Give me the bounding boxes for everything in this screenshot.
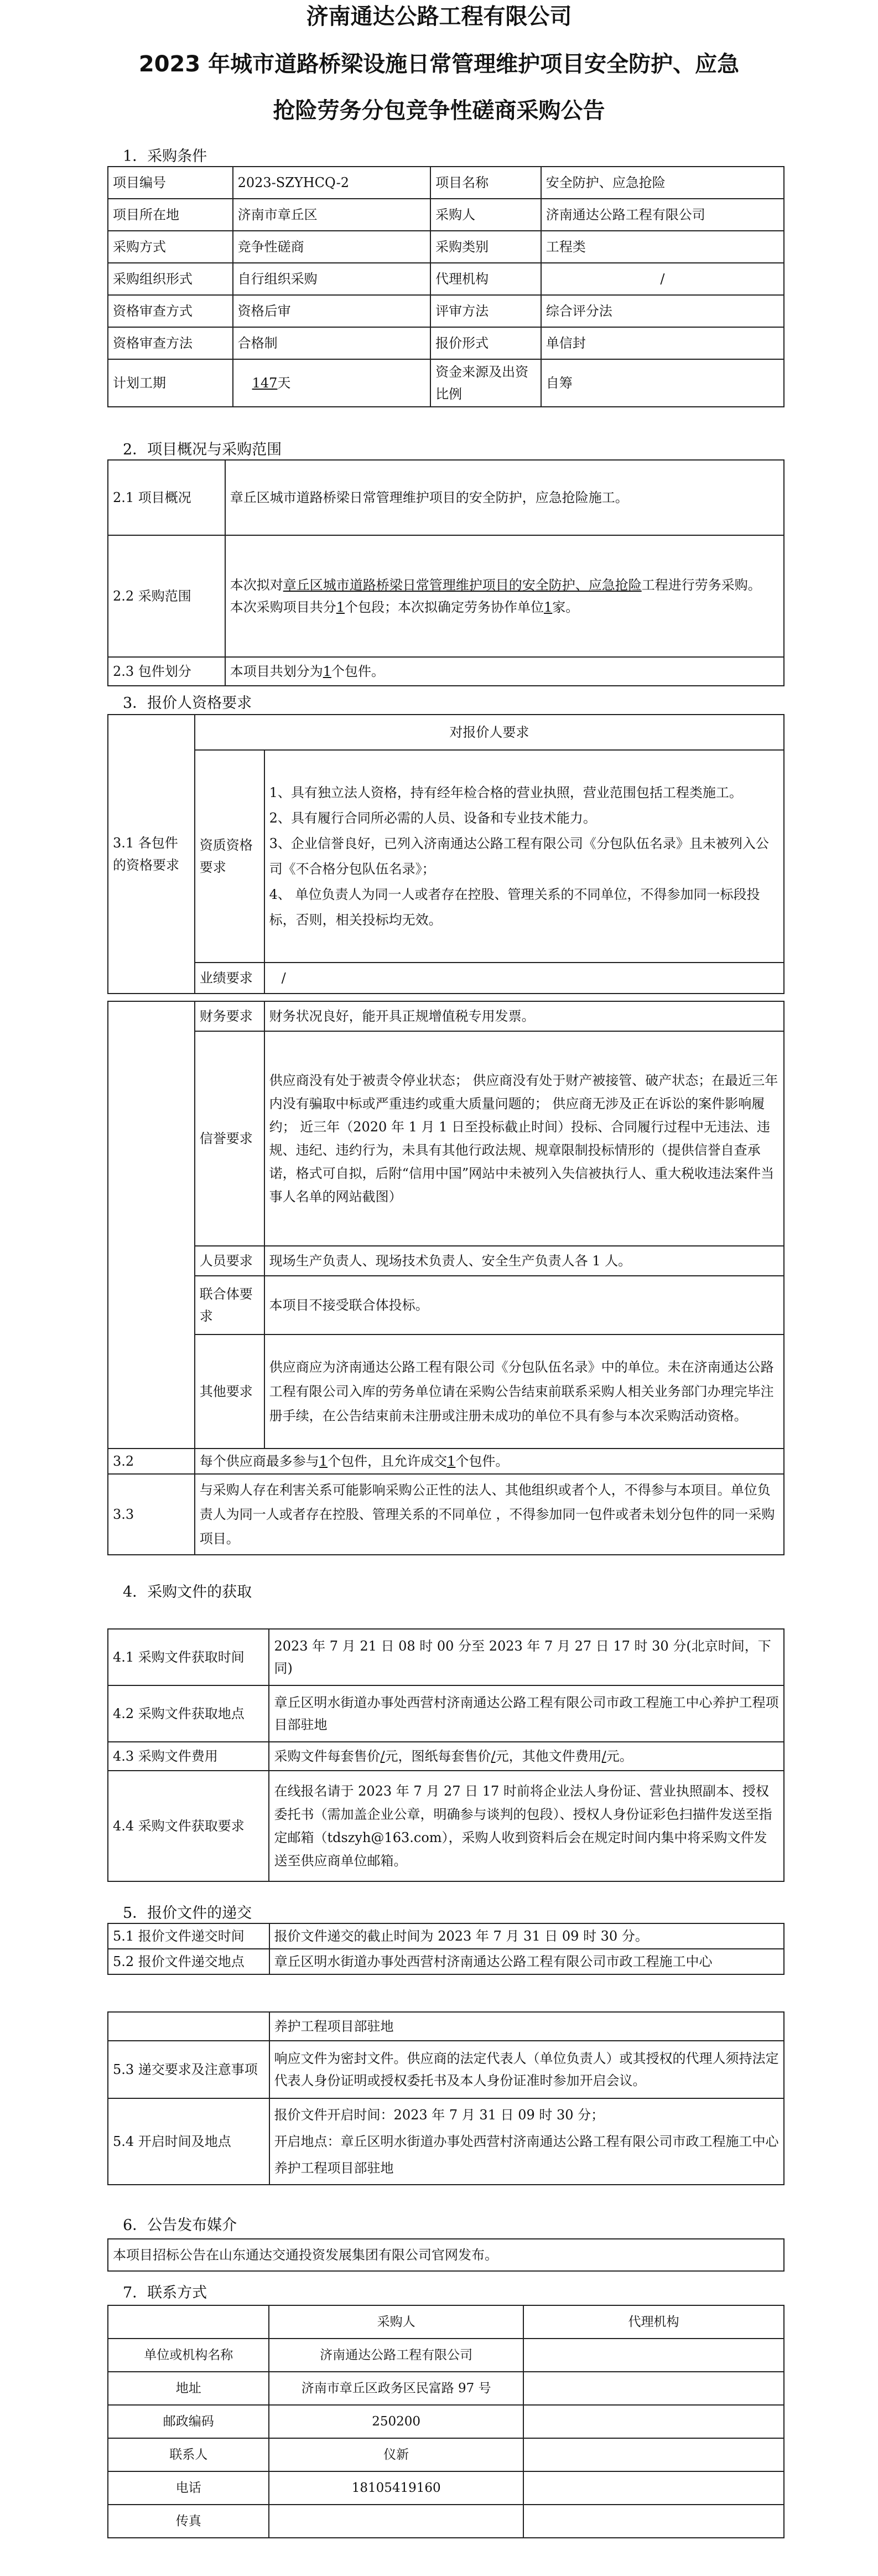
table-row bbox=[108, 2305, 784, 2339]
fund-label: 资金来源及出资比例 bbox=[430, 359, 541, 407]
table-row bbox=[108, 327, 784, 359]
scope-text-part: 家。 bbox=[552, 599, 579, 615]
table-row bbox=[108, 657, 784, 686]
scope-text-2-2 bbox=[225, 535, 784, 657]
period-label: 计划工期 bbox=[108, 359, 233, 407]
table-row bbox=[108, 167, 784, 199]
fee-value: / bbox=[601, 1749, 606, 1764]
announcement-title-line2: 抢险劳务分包竞争性磋商采购公告 bbox=[273, 98, 605, 123]
condition-value: 综合评分法 bbox=[541, 295, 784, 327]
other-label: 其他要求 bbox=[195, 1334, 264, 1449]
qualification-item: 4、 单位负责人为同一人或者存在控股、管理关系的不同单位，不得参加同一标段投标，否则，相关投标均无效。 bbox=[269, 887, 760, 928]
table-row bbox=[108, 2098, 784, 2185]
table-row bbox=[108, 1334, 784, 1449]
finance-label: 财务要求 bbox=[195, 1001, 264, 1031]
performance-label: 业绩要求 bbox=[195, 963, 264, 994]
sub-label-5-4: 5.4 开启时间及地点 bbox=[108, 2098, 269, 2185]
table-row bbox=[108, 1629, 784, 1685]
contact-buyer-value: 济南通达公路工程有限公司 bbox=[269, 2339, 523, 2372]
condition-value: 竞争性磋商 bbox=[233, 231, 431, 263]
condition-value: 合格制 bbox=[233, 327, 431, 359]
unit-count: 1 bbox=[543, 599, 553, 615]
contact-label: 单位或机构名称 bbox=[108, 2339, 269, 2372]
condition-value: 自行组织采购 bbox=[233, 263, 431, 295]
announcement-title-line1: 2023 年城市道路桥梁设施日常管理维护项目安全防护、应急 bbox=[138, 51, 740, 77]
procurement-conditions-table bbox=[107, 166, 785, 407]
table-row bbox=[108, 2505, 784, 2538]
sub-value-5-4 bbox=[269, 2098, 784, 2185]
contact-label: 电话 bbox=[108, 2471, 269, 2505]
rule-text-part: 每个供应商最多参与 bbox=[199, 1453, 319, 1469]
qualification-table-b bbox=[107, 1001, 785, 1555]
condition-label: 报价形式 bbox=[430, 327, 541, 359]
qualification-left-label: 3.1 各包件的资格要求 bbox=[108, 715, 195, 994]
contact-agent-value bbox=[523, 2339, 784, 2372]
contact-col-agent: 代理机构 bbox=[523, 2305, 784, 2339]
condition-label: 项目编号 bbox=[108, 167, 233, 199]
contact-table bbox=[107, 2305, 785, 2538]
sub-value-5-2-continued: 养护工程项目部驻地 bbox=[269, 2012, 784, 2041]
contact-agent-value bbox=[523, 2372, 784, 2405]
acq-label-4-3: 4.3 采购文件费用 bbox=[108, 1742, 269, 1771]
rule-count: 1 bbox=[447, 1453, 456, 1469]
fee-text-part: 元，图纸每套售价 bbox=[385, 1749, 491, 1764]
acq-value-4-4: 在线报名请于 2023 年 7 月 27 日 17 时前将企业法人身份证、营业执照副本、授权委托书（需加盖企业公章，明确参与谈判的包段）、授权人身份证彩色扫描件发送至指定邮箱（tdszyh@163.com），采购人收到资料后会在规定时间内集中将采购文件发送至供应商单位邮箱。 bbox=[269, 1771, 784, 1881]
rule-3-3-text: 与采购人存在利害关系可能影响采购公正性的法人、其他组织或者个人，不得参与本项目。单位负责人为同一人或者存在控股、管理关系的不同单位 ，不得参加同一包件或者未划分包件的同一采购项目。 bbox=[195, 1474, 784, 1555]
scope-text-part: 本项目共划分为 bbox=[230, 664, 323, 679]
submission-table-a bbox=[107, 1923, 785, 1975]
table-row bbox=[108, 263, 784, 295]
scope-text-2-1: 章丘区城市道路桥梁日常管理维护项目的安全防护，应急抢险施工。 bbox=[225, 460, 784, 535]
section-2-heading: 2．项目概况与采购范围 bbox=[123, 441, 282, 458]
table-row bbox=[108, 535, 784, 657]
table-row bbox=[108, 1923, 784, 1949]
opening-location: 开启地点：章丘区明水街道办事处西营村济南通达公路工程有限公司市政工程施工中心养护工程项目部驻地 bbox=[274, 2134, 779, 2176]
acq-label-4-2: 4.2 采购文件获取地点 bbox=[108, 1685, 269, 1742]
media-text: 本项目招标公告在山东通达交通投资发展集团有限公司官网发布。 bbox=[108, 2239, 784, 2271]
condition-value: 安全防护、应急抢险 bbox=[541, 167, 784, 199]
table-row bbox=[108, 231, 784, 263]
table-row bbox=[108, 199, 784, 231]
condition-label: 资格审查方式 bbox=[108, 295, 233, 327]
sub-label-5-2: 5.2 报价文件递交地点 bbox=[108, 1949, 269, 1974]
table-row bbox=[108, 1276, 784, 1334]
condition-label: 评审方法 bbox=[430, 295, 541, 327]
performance-value: / bbox=[264, 963, 784, 994]
other-value: 供应商应为济南通达公路工程有限公司《分包队伍名录》中的单位。未在济南通达公路工程有限公司入库的劳务单位请在采购公告结束前联系采购人相关业务部门办理完毕注册手续，在公告结束前未注册或注册未成功的单位不具有参与本次采购活动资格。 bbox=[264, 1334, 784, 1449]
qualification-item: 3、企业信誉良好，已列入济南通达公路工程有限公司《分包队伍名录》且未被列入公司《不合格分包队伍名录》； bbox=[269, 836, 769, 877]
opening-time: 报价文件开启时间：2023 年 7 月 31 日 09 时 30 分； bbox=[274, 2107, 605, 2123]
scope-text-part: 本次采购项目共分 bbox=[230, 599, 336, 615]
period-cell bbox=[233, 359, 431, 407]
company-title: 济南通达公路工程有限公司 bbox=[306, 4, 572, 29]
sub-value-5-1: 报价文件递交的截止时间为 2023 年 7 月 31 日 09 时 30 分。 bbox=[269, 1923, 784, 1949]
blank-left-cell bbox=[108, 2012, 269, 2041]
table-row bbox=[108, 359, 784, 407]
table-row bbox=[108, 2339, 784, 2372]
period-unit: 天 bbox=[277, 375, 291, 391]
condition-label: 采购人 bbox=[430, 199, 541, 231]
qualification-items bbox=[264, 750, 784, 963]
section-4-heading: 4．采购文件的获取 bbox=[123, 1584, 252, 1601]
qualification-label: 资质资格要求 bbox=[195, 750, 264, 963]
project-scope-table bbox=[107, 459, 785, 686]
contact-agent-value bbox=[523, 2438, 784, 2471]
condition-label: 资格审查方法 bbox=[108, 327, 233, 359]
section-6-heading: 6．公告发布媒介 bbox=[123, 2217, 237, 2234]
table-row bbox=[108, 750, 784, 963]
condition-label: 代理机构 bbox=[430, 263, 541, 295]
table-row bbox=[108, 1771, 784, 1881]
table-row bbox=[108, 1449, 784, 1474]
fund-value: 自筹 bbox=[541, 359, 784, 407]
qualification-item: 2、具有履行合同所必需的人员、设备和专业技术能力。 bbox=[269, 810, 596, 826]
condition-label: 采购方式 bbox=[108, 231, 233, 263]
table-row bbox=[108, 1031, 784, 1246]
qualification-table-a bbox=[107, 714, 785, 994]
fee-value: / bbox=[491, 1749, 496, 1764]
table-row bbox=[108, 715, 784, 750]
document-acquisition-table bbox=[107, 1628, 785, 1882]
staff-label: 人员要求 bbox=[195, 1246, 264, 1276]
contact-agent-value bbox=[523, 2505, 784, 2538]
staff-value: 现场生产负责人、现场技术负责人、安全生产负责人各 1 人。 bbox=[264, 1246, 784, 1276]
rule-text-part: 个包件。 bbox=[455, 1453, 509, 1469]
media-table bbox=[107, 2238, 785, 2272]
scope-label-2-2: 2.2 采购范围 bbox=[108, 535, 225, 657]
acq-label-4-1: 4.1 采购文件获取时间 bbox=[108, 1629, 269, 1685]
package-division-count: 1 bbox=[323, 664, 331, 679]
scope-text-part: 个包段；本次拟确定劳务协作单位 bbox=[344, 599, 544, 615]
acq-label-4-4: 4.4 采购文件获取要求 bbox=[108, 1771, 269, 1881]
credit-value: 供应商没有处于被责令停业状态； 供应商没有处于财产被接管、破产状态；在最近三年内没有骗取中标或严重违约或重大质量问题的； 供应商无涉及正在诉讼的案件影响履约； 近三年（2020 年 1 月 1 日至投标截止时间）投标、合同履行过程中无违法、违规、违纪、违约行为，未具有其他行政法规、规章限制投标情形的（提供信誉自查承诺，格式可自拟，后附“信用中国”网站中未被列入失信被执行人、重大税收违法案件当事人名单的网站截图） bbox=[264, 1031, 784, 1246]
table-row bbox=[108, 2041, 784, 2098]
acq-value-4-2: 章丘区明水街道办事处西营村济南通达公路工程有限公司市政工程施工中心养护工程项目部驻地 bbox=[269, 1685, 784, 1742]
rule-3-3-label: 3.3 bbox=[108, 1474, 195, 1555]
table-row bbox=[108, 2372, 784, 2405]
condition-value: / bbox=[541, 263, 784, 295]
contact-header-blank bbox=[108, 2305, 269, 2339]
condition-label: 采购类别 bbox=[430, 231, 541, 263]
section-3-heading: 3．报价人资格要求 bbox=[123, 695, 252, 712]
contact-agent-value bbox=[523, 2405, 784, 2438]
condition-value: 济南市章丘区 bbox=[233, 199, 431, 231]
condition-value: 2023-SZYHCQ-2 bbox=[233, 167, 431, 199]
condition-value: 资格后审 bbox=[233, 295, 431, 327]
condition-label: 项目所在地 bbox=[108, 199, 233, 231]
table-row bbox=[108, 460, 784, 535]
package-count: 1 bbox=[336, 599, 345, 615]
rule-3-2-text bbox=[195, 1449, 784, 1474]
fee-text-part: 元。 bbox=[606, 1749, 633, 1764]
sub-label-5-1: 5.1 报价文件递交时间 bbox=[108, 1923, 269, 1949]
contact-label: 联系人 bbox=[108, 2438, 269, 2471]
condition-value: 单信封 bbox=[541, 327, 784, 359]
table-row bbox=[108, 1949, 784, 1974]
requirement-header: 对报价人要求 bbox=[195, 715, 784, 750]
scope-label-2-1: 2.1 项目概况 bbox=[108, 460, 225, 535]
contact-buyer-value: 济南市章丘区政务区民富路 97 号 bbox=[269, 2372, 523, 2405]
section-5-heading: 5．报价文件的递交 bbox=[123, 1905, 252, 1922]
section-1-heading: 1．采购条件 bbox=[123, 148, 207, 165]
table-row bbox=[108, 2239, 784, 2271]
submission-table-b bbox=[107, 2011, 785, 2185]
blank-left-cell bbox=[108, 1001, 195, 1449]
table-row bbox=[108, 2012, 784, 2041]
scope-text-2-3 bbox=[225, 657, 784, 686]
sub-value-5-3: 响应文件为密封文件。供应商的法定代表人（单位负责人）或其授权的代理人须持法定代表人身份证明或授权委托书及本人身份证准时参加开启会议。 bbox=[269, 2041, 784, 2098]
joint-label: 联合体要求 bbox=[195, 1276, 264, 1334]
contact-buyer-value bbox=[269, 2505, 523, 2538]
contact-buyer-value: 250200 bbox=[269, 2405, 523, 2438]
table-row bbox=[108, 1474, 784, 1555]
scope-text-part: 个包件。 bbox=[331, 664, 385, 679]
scope-label-2-3: 2.3 包件划分 bbox=[108, 657, 225, 686]
sub-value-5-2: 章丘区明水街道办事处西营村济南通达公路工程有限公司市政工程施工中心 bbox=[269, 1949, 784, 1974]
scope-text-part: 工程进行劳务采购。 bbox=[641, 577, 761, 593]
table-row bbox=[108, 1246, 784, 1276]
condition-value: 工程类 bbox=[541, 231, 784, 263]
qualification-item: 1、具有独立法人资格，持有经年检合格的营业执照，营业范围包括工程类施工。 bbox=[269, 785, 742, 800]
condition-label: 项目名称 bbox=[430, 167, 541, 199]
condition-label: 采购组织形式 bbox=[108, 263, 233, 295]
section-7-heading: 7．联系方式 bbox=[123, 2284, 207, 2301]
fee-text-part: 采购文件每套售价 bbox=[274, 1749, 381, 1764]
credit-label: 信誉要求 bbox=[195, 1031, 264, 1246]
table-row bbox=[108, 2405, 784, 2438]
contact-buyer-value: 仪新 bbox=[269, 2438, 523, 2471]
scope-text-part: 章丘区城市道路桥梁日常管理维护项目的安全防护、应急抢险 bbox=[283, 577, 642, 593]
scope-text-part: 本次拟对 bbox=[230, 577, 283, 593]
contact-agent-value bbox=[523, 2471, 784, 2505]
table-row bbox=[108, 2471, 784, 2505]
joint-value: 本项目不接受联合体投标。 bbox=[264, 1276, 784, 1334]
contact-buyer-value: 18105419160 bbox=[269, 2471, 523, 2505]
fee-value: / bbox=[380, 1749, 385, 1764]
table-row bbox=[108, 1685, 784, 1742]
contact-label: 地址 bbox=[108, 2372, 269, 2405]
fee-text-part: 元，其他文件费用 bbox=[495, 1749, 602, 1764]
table-row bbox=[108, 1742, 784, 1771]
rule-text-part: 个包件，且允许成交 bbox=[328, 1453, 448, 1469]
period-value: 147 bbox=[252, 375, 278, 391]
rule-3-2-label: 3.2 bbox=[108, 1449, 195, 1474]
condition-value: 济南通达公路工程有限公司 bbox=[541, 199, 784, 231]
contact-label: 邮政编码 bbox=[108, 2405, 269, 2438]
finance-value: 财务状况良好，能开具正规增值税专用发票。 bbox=[264, 1001, 784, 1031]
rule-count: 1 bbox=[319, 1453, 328, 1469]
contact-label: 传真 bbox=[108, 2505, 269, 2538]
acq-value-4-3 bbox=[269, 1742, 784, 1771]
table-row bbox=[108, 295, 784, 327]
table-row bbox=[108, 1001, 784, 1031]
contact-col-buyer: 采购人 bbox=[269, 2305, 523, 2339]
table-row bbox=[108, 2438, 784, 2471]
table-row bbox=[108, 963, 784, 994]
sub-label-5-3: 5.3 递交要求及注意事项 bbox=[108, 2041, 269, 2098]
acq-value-4-1: 2023 年 7 月 21 日 08 时 00 分至 2023 年 7 月 27 日 17 时 30 分(北京时间，下同) bbox=[269, 1629, 784, 1685]
